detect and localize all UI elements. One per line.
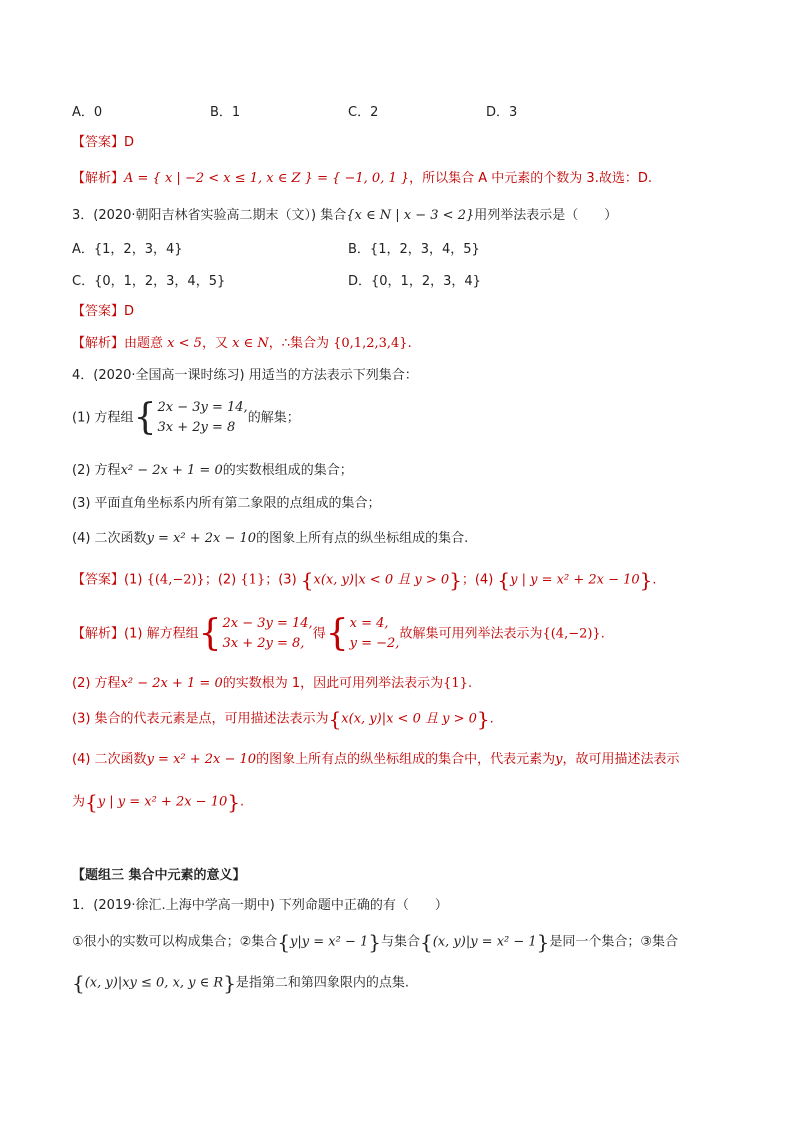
- brace-icon: {: [72, 971, 85, 995]
- answer-value: y | y = x² + 2x − 10: [510, 572, 640, 588]
- group3-q1-line2: [72, 973, 409, 994]
- q4-answer: 【答案】(1) {(4,−2)}；(2) {1}；(3) {x(x, y)|x < 0 且 y > 0}；(4) {y | y = x² + 2x − 10}.: [72, 568, 657, 592]
- brace-icon: }: [639, 568, 653, 592]
- analysis-text: (3) 集合的代表元素是点，可用描述法表示为: [72, 711, 329, 727]
- text: 是指第二和第四象限内的点集.: [235, 975, 410, 991]
- analysis-text: (4) 二次函数: [72, 752, 147, 767]
- analysis-text: .: [407, 336, 412, 351]
- q4-part2-prefix: (2) 方程: [72, 463, 121, 478]
- analysis-text: 为: [72, 794, 86, 810]
- brace-icon: {: [328, 707, 342, 731]
- answer-value: D: [124, 135, 135, 150]
- q3-stem-math: {x ∈ N | x − 3 < 2}: [346, 208, 475, 223]
- answer-label: (1): [124, 572, 143, 588]
- brace-icon: {: [198, 613, 222, 654]
- equation-row: 3x + 2y = 8: [157, 420, 236, 435]
- q4-part1: [72, 398, 300, 439]
- q4-part2-math: x² − 2x + 1 = 0: [120, 463, 223, 478]
- analysis-math: {1}: [443, 676, 468, 691]
- analysis-text: (2) 方程: [72, 676, 121, 691]
- group3-q1-line1: [72, 932, 678, 953]
- analysis-text: ，又: [201, 336, 228, 351]
- brace-icon: }: [223, 971, 236, 995]
- q4-part4: [72, 529, 468, 549]
- analysis-math: y | y = x² + 2x − 10: [97, 794, 228, 810]
- analysis-math: y = x² + 2x − 10: [146, 752, 257, 767]
- analysis-text: 由题意: [124, 336, 164, 351]
- q3-option-a: A．{1，2，3，4}: [72, 242, 183, 257]
- analysis-math: x² − 2x + 1 = 0: [120, 676, 223, 691]
- q4-part2: [72, 461, 353, 481]
- q4-part3: (3) 平面直角坐标系内所有第二象限的点组成的集合；: [72, 496, 381, 511]
- equation-system: [134, 398, 248, 438]
- math: y|y = x² − 1: [290, 934, 369, 950]
- analysis-text: 得: [312, 626, 326, 642]
- analysis-math: x(x, y)|x < 0 且 y > 0: [341, 711, 477, 727]
- brace-icon: {: [277, 930, 291, 954]
- solution-system: [326, 614, 400, 654]
- q2-analysis: [72, 169, 652, 189]
- brace-icon: }: [449, 568, 462, 592]
- answer-tag: 【答案】: [72, 135, 125, 150]
- analysis-math: x < 5: [167, 336, 202, 351]
- brace-icon: }: [227, 790, 240, 814]
- answer-value: D: [124, 304, 135, 319]
- q4-stem: 4．(2020·全国高一课时练习) 用适当的方法表示下列集合：: [72, 368, 418, 383]
- answer-tag: 【答案】: [72, 572, 125, 588]
- q3-option-b: B．{1，2，3，4，5}: [348, 242, 480, 257]
- q3-option-d: D．{0，1，2，3，4}: [348, 274, 481, 289]
- answer-label: ；(4): [461, 572, 494, 588]
- q2-option-d: D．3: [486, 105, 518, 120]
- q4-part4-prefix: (4) 二次函数: [72, 531, 147, 546]
- analysis-text: (1) 解方程组: [124, 626, 199, 642]
- brace-icon: {: [325, 613, 349, 654]
- analysis-text: 故解集可用列举法表示为: [399, 626, 543, 642]
- q2-option-c: C．2: [348, 105, 379, 120]
- analysis-tag: 【解析】: [72, 171, 125, 186]
- q4-analysis-4-cont: 为{y | y = x² + 2x − 10}.: [72, 790, 245, 814]
- brace-icon: {: [133, 397, 157, 438]
- equation-row: 2x − 3y = 14,: [222, 616, 313, 631]
- brace-icon: {: [497, 568, 511, 592]
- analysis-math: x ∈ N: [232, 336, 269, 351]
- answer-label: ；(2): [204, 572, 237, 588]
- analysis-math: {0,1,2,3,4}: [333, 336, 408, 351]
- brace-icon: {: [420, 930, 433, 954]
- q4-part4-suffix: 的图象上所有点的纵坐标组成的集合.: [256, 531, 469, 546]
- equation-row: y = −2,: [349, 636, 400, 651]
- q2-option-b: B．1: [210, 105, 241, 120]
- text: 与集合: [380, 934, 420, 950]
- answer-value: {(4,−2)}: [146, 572, 205, 588]
- analysis-tag: 【解析】: [72, 626, 125, 642]
- equation-row: 3x + 2y = 8,: [222, 636, 305, 651]
- analysis-text: ，所以集合 A 中元素的个数为 3.故选：D.: [409, 171, 652, 186]
- q3-answer: [72, 302, 134, 322]
- brace-icon: {: [300, 568, 314, 592]
- analysis-text: ，故可用描述法表示: [562, 752, 680, 767]
- analysis-math: A = { x | −2 < x ≤ 1, x ∈ Z } = { −1, 0, 1 }: [124, 171, 410, 186]
- analysis-text: 的图象上所有点的纵坐标组成的集合中，代表元素为: [256, 752, 556, 767]
- q4-analysis-4: [72, 750, 679, 770]
- brace-icon: }: [476, 707, 490, 731]
- q4-part1-prefix: (1) 方程组: [72, 410, 134, 426]
- q4-part4-math: y = x² + 2x − 10: [146, 531, 257, 546]
- q3-option-c: C．{0，1，2，3，4，5}: [72, 274, 226, 289]
- text: 是同一个集合；③集合: [549, 934, 679, 950]
- q3-stem-prefix: 3．(2020·朝阳吉林省实验高二期末（文）) 集合: [72, 208, 347, 223]
- q4-part2-suffix: 的实数根组成的集合；: [222, 463, 353, 478]
- q4-analysis-1: 【解析】(1) 解方程组 { 2x − 3y = 14, 3x + 2y = 8, 得 { x = 4, y = −2, 故解集可用列举法表示为{(4,−2)}.: [72, 613, 605, 654]
- analysis-tag: 【解析】: [72, 336, 125, 351]
- q2-option-a: A．0: [72, 105, 103, 120]
- answer-value: {1}: [240, 572, 266, 588]
- q3-stem-suffix: 用列举法表示是（ ）: [474, 208, 618, 223]
- q4-analysis-3: (3) 集合的代表元素是点，可用描述法表示为{x(x, y)|x < 0 且 y > 0}.: [72, 707, 494, 731]
- answer-value: x(x, y)|x < 0 且 y > 0: [313, 572, 450, 588]
- brace-icon: }: [536, 930, 550, 954]
- math: (x, y)|xy ≤ 0, x, y ∈ R: [84, 975, 224, 991]
- answer-tag: 【答案】: [72, 304, 125, 319]
- text: ①很小的实数可以构成集合；②集合: [72, 934, 278, 950]
- brace-icon: {: [85, 790, 98, 814]
- equation-system: [199, 614, 313, 654]
- math: (x, y)|y = x² − 1: [432, 934, 537, 950]
- equation-row: 2x − 3y = 14,: [157, 400, 248, 415]
- q3-stem: [72, 206, 617, 226]
- q4-part1-suffix: 的解集；: [247, 410, 300, 426]
- group3-heading: 【题组三 集合中元素的意义】: [72, 868, 246, 883]
- equation-row: x = 4,: [349, 616, 389, 631]
- q4-analysis-2: (2) 方程x² − 2x + 1 = 0的实数根为 1，因此可用列举法表示为{1}.: [72, 676, 473, 691]
- group3-q1-stem: 1．(2019·徐汇.上海中学高一期中) 下列命题中正确的有（ ）: [72, 898, 448, 913]
- analysis-text: ，∴集合为: [268, 336, 329, 351]
- q2-answer: [72, 133, 134, 153]
- q3-analysis: [72, 334, 412, 354]
- brace-icon: }: [368, 930, 381, 954]
- analysis-math: y: [555, 752, 563, 767]
- answer-label: ；(3): [265, 572, 297, 588]
- analysis-text: 的实数根为 1，因此可用列举法表示为: [222, 676, 444, 691]
- analysis-math: {(4,−2)}: [542, 626, 601, 642]
